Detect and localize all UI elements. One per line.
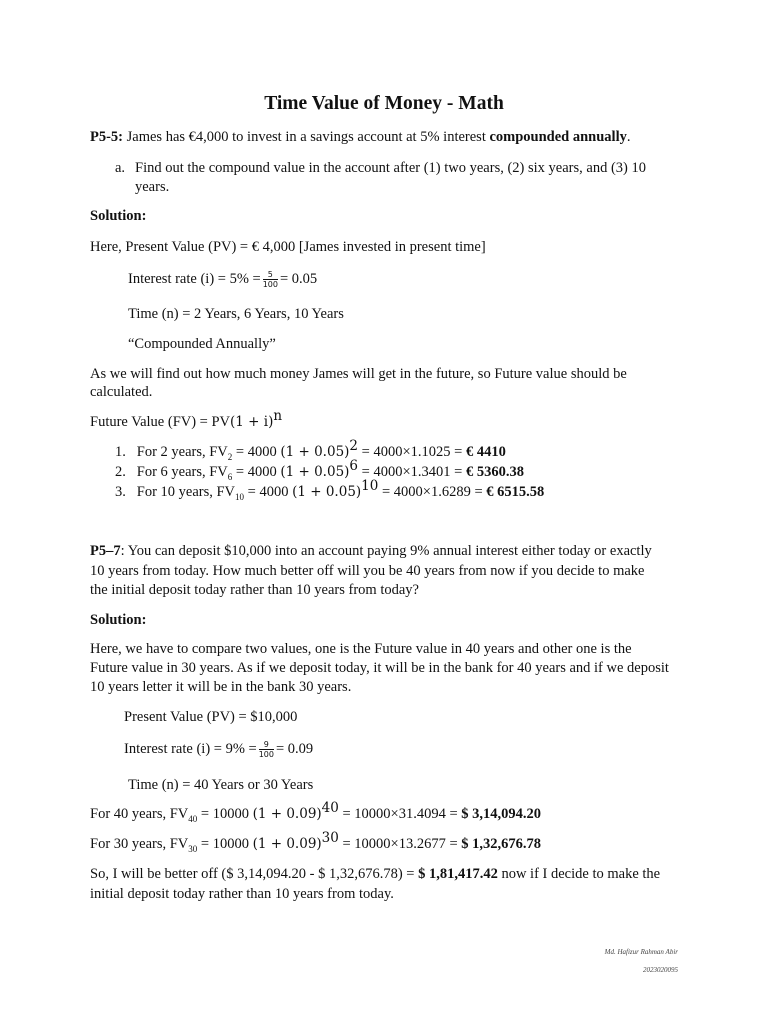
conclusion-line2: initial deposit today rather than 10 years from today. <box>90 886 394 902</box>
problem-p5-7-line1: P5–7: You can deposit $10,000 into an account paying 9% annual interest either today or exactly <box>90 543 652 559</box>
rate-fraction-2: $\frac{9}{100}$ <box>258 740 274 760</box>
future-value-formula: Future Value $(FV) = PV(1 + i)^n$ <box>90 408 283 430</box>
solution-line2: Future value in 30 years. As if we deposit today, it will be in the bank for 40 years and if we deposit <box>90 660 669 676</box>
problem-p5-5-statement: P5-5: James has €4,000 to invest in a savings account at 5% interest compounded annually. <box>90 129 631 145</box>
solution-heading: Solution: <box>90 208 147 224</box>
interest-rate-line-2: Interest rate (i) = 9% = $\frac{9}{100}$ = 0.09 <box>124 740 314 760</box>
solution-heading-2: Solution: <box>90 612 147 628</box>
present-value-line-2: Present Value (PV) = $10,000 <box>124 709 298 725</box>
solution-line3: 10 years letter it will be in the bank 30 years. <box>90 679 352 695</box>
problem-label: P5–7 <box>90 543 121 559</box>
problem-p5-7-line3: the initial deposit today rather than 10 years from today? <box>90 582 419 598</box>
fv30-line: For 30 years, $FV_{30} = 10000$ $(1 + 0.09)^{30} = 10000\times 13.2677$ = $ 1,32,676.78 <box>90 830 542 854</box>
paragraph-line2: calculated. <box>90 384 153 400</box>
result-item-3: 3. For 10 years, $FV_{10} = 4000$ $(1 + 0.05)^{10} = 4000\times 1.6289$ = € 6515.58 <box>115 478 545 502</box>
footer-author-name: Md. Hafizur Rahman Abir <box>604 948 678 956</box>
solution-line1: Here, we have to compare two values, one is the Future value in 40 years and other one is the <box>90 641 632 657</box>
page-title: Time Value of Money - Math <box>264 93 504 114</box>
footer-author-id: 2023020095 <box>643 966 678 974</box>
rate-fraction: $\frac{5}{100}$ <box>262 270 278 290</box>
time-line-2: Time (n) = 40 Years or 30 Years <box>128 777 314 793</box>
time-line: Time (n) = 2 Years, 6 Years, 10 Years <box>128 306 344 322</box>
item-a-marker: a. <box>115 160 126 176</box>
item-a-line1: Find out the compound value in the account after (1) two years, (2) six years, and (3) 10 <box>135 160 646 176</box>
present-value-line: Here, Present Value (PV) = € 4,000 [James invested in present time] <box>90 239 486 255</box>
compounded-line: “Compounded Annually” <box>128 336 276 352</box>
result-item-1: 1. For 2 years, $FV_2 = 4000$ $(1 + 0.05)^2 = 4000\times 1.1025$ = € 4410 <box>115 438 506 462</box>
result-item-2: 2. For 6 years, $FV_6 = 4000$ $(1 + 0.05)^6 = 4000\times 1.3401$ = € 5360.38 <box>115 458 524 482</box>
conclusion-line1: So, I will be better off ($ 3,14,094.20 - $ 1,32,676.78) = $ 1,81,417.42 now if I decide to make the <box>90 866 661 882</box>
interest-rate-line: Interest rate (i) = 5% = $\frac{5}{100}$ = 0.05 <box>128 270 318 290</box>
paragraph-line1: As we will find out how much money James will get in the future, so Future value should be <box>90 366 627 382</box>
item-a-line2: years. <box>135 179 170 195</box>
problem-label: P5-5: <box>90 129 124 145</box>
problem-p5-7-line2: 10 years from today. How much better off will you be 40 years from now if you decide to make <box>90 563 645 579</box>
fv40-line: For 40 years, $FV_{40} = 10000$ $(1 + 0.09)^{40} = 10000\times 31.4094$ = $ 3,14,094.20 <box>90 800 542 824</box>
